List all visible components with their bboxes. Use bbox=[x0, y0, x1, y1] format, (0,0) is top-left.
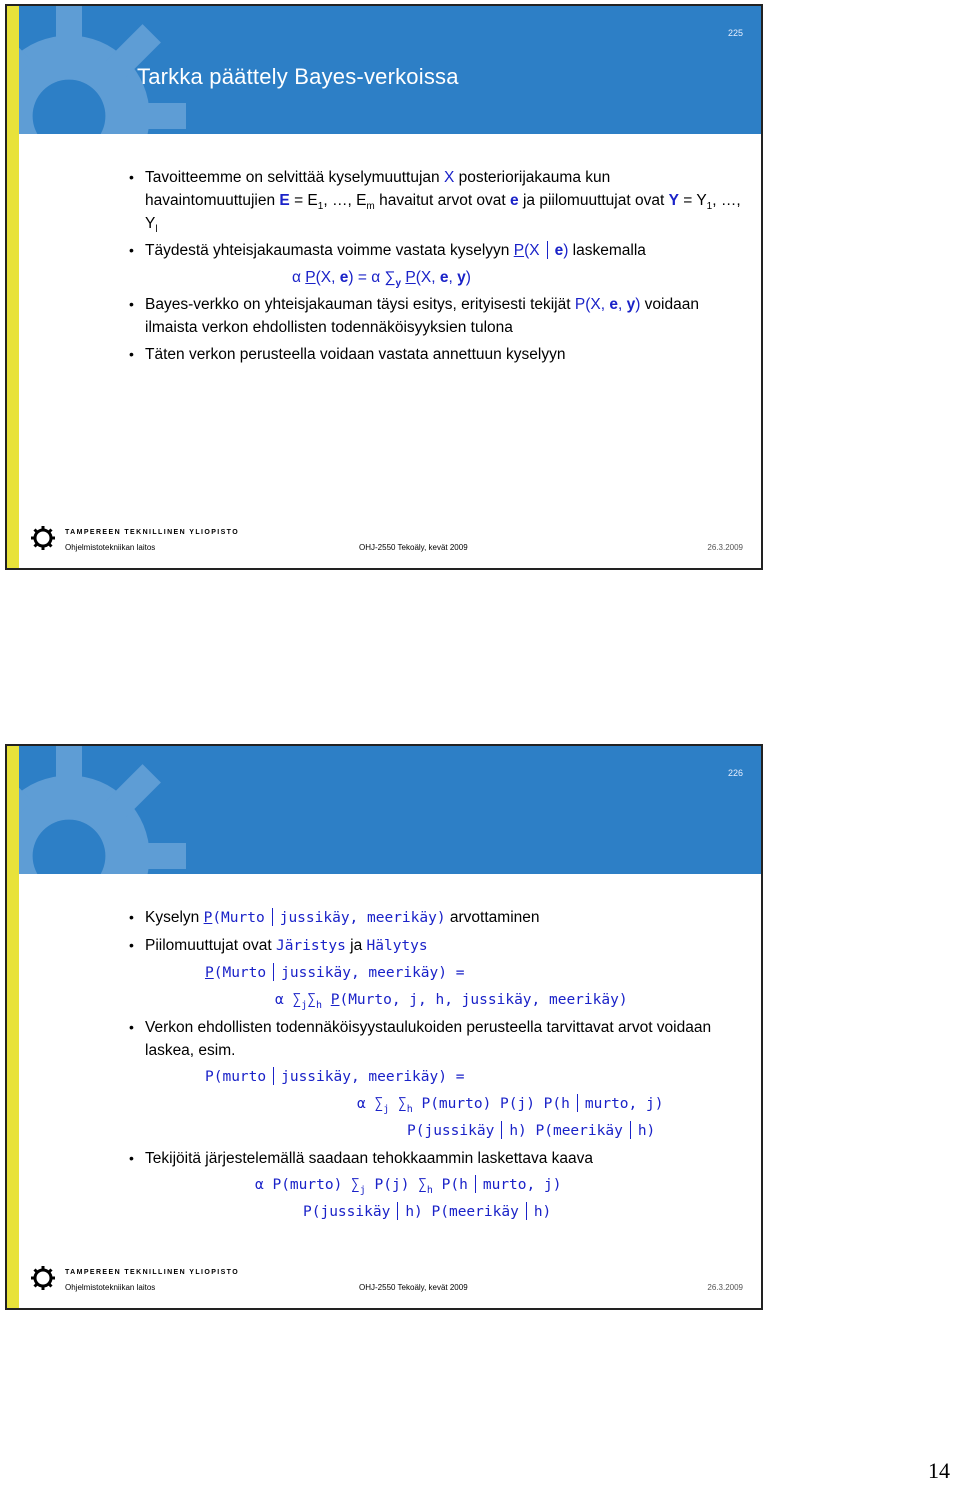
course: OHJ-2550 Tekoäly, kevät 2009 bbox=[359, 1283, 468, 1292]
formula: α $\sum_j\sum_h$ P(Murto, j, h, jussikäy, meerikäy) bbox=[275, 992, 628, 1011]
university-logo-icon bbox=[31, 526, 55, 550]
department: Ohjelmistotekniikan laitos bbox=[65, 1283, 156, 1292]
course: OHJ-2550 Tekoäly, kevät 2009 bbox=[359, 543, 468, 552]
slide-footer bbox=[31, 1266, 743, 1298]
date: 26.3.2009 bbox=[707, 543, 743, 552]
bullet: • Bayes-verkko on yhteisjakauman täysi esitys, erityisesti tekijät P(X, e, y) voidaan ilmaista verkon ehdollisten todennäköisyyksien tulona bbox=[125, 293, 741, 339]
gear-icon bbox=[19, 746, 199, 874]
slide-number: 226 bbox=[727, 768, 743, 778]
date: 26.3.2009 bbox=[707, 1283, 743, 1292]
bullet: • Piilomuuttujat ovat Järistys ja Hälytys bbox=[125, 934, 741, 958]
formula: P(murto jussikäy, meerikäy) = bbox=[205, 1069, 465, 1085]
university-name: TAMPEREEN TEKNILLINEN YLIOPISTO bbox=[65, 529, 240, 536]
slide-header bbox=[19, 746, 761, 874]
formula: P(Murto jussikäy, meerikäy) = bbox=[205, 965, 465, 981]
bullet: • Täten verkon perusteella voidaan vastata annettuun kyselyyn bbox=[125, 343, 741, 366]
formula: P(jussikäy h) P(meerikäy h) bbox=[407, 1123, 656, 1139]
bullet: • Tavoitteemme on selvittää kyselymuuttujan X posteriorijakauma kun havaintomuuttujien $E = E_1$, …, $E_m$ havaitut arvot ovat e ja piilomuuttujat ovat $Y = Y_1$, …, $Y_l$ bbox=[125, 166, 741, 235]
slide-225 bbox=[5, 4, 763, 570]
formula: α P(X, e) = α $\sum_y$ P(X, e, y) bbox=[292, 269, 471, 290]
slide-number: 225 bbox=[727, 28, 743, 38]
accent-bar bbox=[7, 746, 19, 1310]
bullet: • Verkon ehdollisten todennäköisyystaulukoiden perusteella tarvittavat arvot voidaan laskea, esim. bbox=[125, 1016, 741, 1062]
formula: α $\sum_j$ $\sum_h$ P(murto) P(j) P(h murto, j) bbox=[357, 1096, 664, 1115]
formula: α P(murto) $\sum_j$ P(j) $\sum_h$ P(h murto, j) bbox=[255, 1177, 562, 1196]
slide-header bbox=[19, 6, 761, 134]
bullet: • Tekijöitä järjestelemällä saadaan tehokkaammin laskettava kaava bbox=[125, 1147, 741, 1170]
slide-footer bbox=[31, 526, 743, 558]
slide-body bbox=[125, 906, 741, 1224]
bullet: • Täydestä yhteisjakaumasta voimme vastata kyselyyn P(X e) laskemalla bbox=[125, 239, 741, 262]
slide-title: Tarkka päättely Bayes-verkoissa bbox=[137, 64, 459, 89]
page-number: 14 bbox=[928, 1458, 950, 1483]
formula: P(jussikäy h) P(meerikäy h) bbox=[303, 1204, 552, 1220]
bullet: • Kyselyn P(Murto jussikäy, meerikäy) arvottaminen bbox=[125, 906, 741, 930]
department: Ohjelmistotekniikan laitos bbox=[65, 543, 156, 552]
slide-body bbox=[125, 166, 741, 366]
university-logo-icon bbox=[31, 1266, 55, 1290]
university-name: TAMPEREEN TEKNILLINEN YLIOPISTO bbox=[65, 1269, 240, 1276]
accent-bar bbox=[7, 6, 19, 570]
slide-226 bbox=[5, 744, 763, 1310]
